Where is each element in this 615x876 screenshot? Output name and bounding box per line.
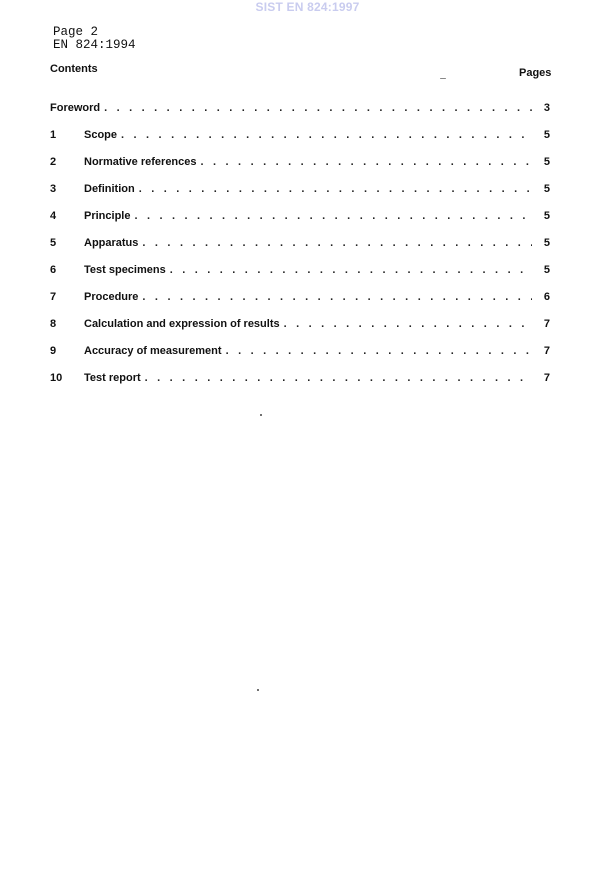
dot-leader [104,101,532,115]
toc-entry-foreword [50,101,550,115]
toc-entry-title: Principle [84,210,131,222]
watermark: SIST EN 824:1997 [255,0,360,14]
toc-entry-page: 5 [543,129,550,141]
pages-heading: Pages [519,67,552,79]
toc-entry-title: Scope [84,129,118,141]
toc-entry-definition [50,182,550,196]
dot-leader [170,263,532,277]
dot-leader [134,209,532,223]
toc-entry-number: 8 [50,318,57,330]
toc-entry-number: 10 [50,372,63,384]
toc-entry-title: Accuracy of measurement [84,345,222,357]
toc-entry-number: 2 [50,156,57,168]
toc-entry-number: 3 [50,183,57,195]
toc-entry-page: 6 [543,291,550,303]
toc-entry-title: Definition [84,183,135,195]
toc-entry-accuracy [50,344,550,358]
toc-entry-page: 7 [543,372,550,384]
toc-entry-number: 9 [50,345,57,357]
dot-leader [201,155,532,169]
dot-leader [226,344,532,358]
dot-leader [139,182,532,196]
dot-leader [284,317,532,331]
toc-entry-scope [50,128,550,142]
scan-speck [440,78,446,79]
toc-entry-page: 5 [543,183,550,195]
toc-entry-title: Normative references [84,156,197,168]
toc-entry-page: 5 [543,264,550,276]
toc-entry-test-report [50,371,550,385]
scan-speck [257,689,259,691]
toc-entry-title: Calculation and expression of results [84,318,280,330]
dot-leader [145,371,532,385]
toc-entry-page: 5 [543,210,550,222]
page-header [53,26,136,52]
toc-entry-title: Procedure [84,291,139,303]
toc-entry-number: 6 [50,264,57,276]
toc-entry-number: 4 [50,210,57,222]
toc-entry-title: Test specimens [84,264,166,276]
contents-heading: Contents [50,63,98,75]
toc-entry-number: 7 [50,291,57,303]
toc-entry-number: 5 [50,237,57,249]
toc-entry-title: Foreword [50,102,101,114]
toc-entry-page: 5 [543,156,550,168]
toc-entry-calculation [50,317,550,331]
toc-entry-title: Test report [84,372,141,384]
toc-entry-title: Apparatus [84,237,139,249]
standard-reference: EN 824:1994 [53,38,136,52]
dot-leader [121,128,532,142]
toc-entry-principle [50,209,550,223]
toc-entry-page: 5 [543,237,550,249]
toc-entry-apparatus [50,236,550,250]
page-number: Page 2 [53,25,99,39]
toc-entry-page: 7 [543,318,550,330]
toc-entry-normative-references [50,155,550,169]
toc-entry-page: 7 [543,345,550,357]
toc-entry-procedure [50,290,550,304]
toc-entry-page: 3 [543,102,550,114]
toc-entry-number: 1 [50,129,57,141]
toc-entry-test-specimens [50,263,550,277]
scan-speck [260,414,262,416]
dot-leader [142,290,532,304]
dot-leader [142,236,532,250]
